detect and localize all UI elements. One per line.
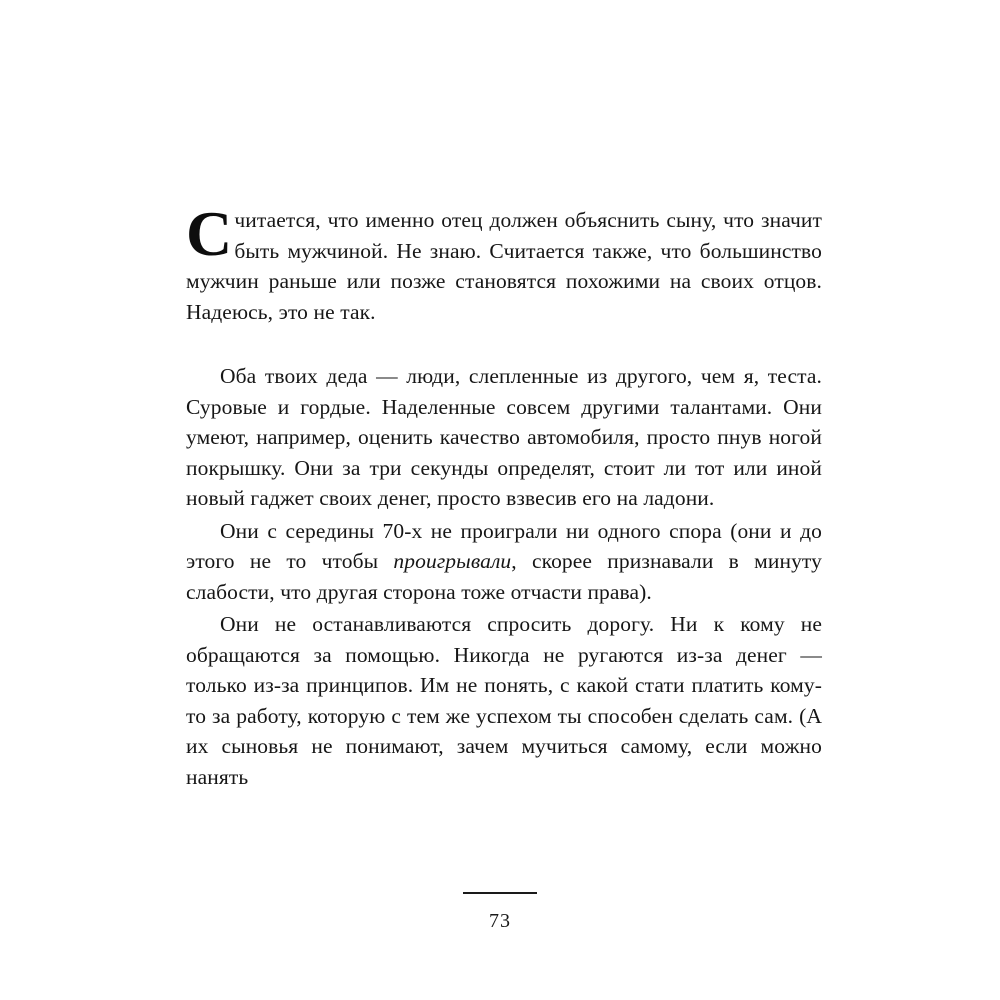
paragraph-3-italic-phrase: проигрывали bbox=[393, 549, 512, 573]
paragraph-3 bbox=[186, 516, 822, 608]
footer-divider bbox=[463, 892, 537, 894]
page-text-column bbox=[186, 198, 822, 792]
page-footer bbox=[0, 892, 1000, 933]
page-number: 73 bbox=[489, 910, 511, 932]
paragraph-2: Оба твоих деда — люди, слепленные из другого, чем я, теста. Суровые и гордые. Наделенные совсем другими талантами. Они умеют, например, оценить качество автомобиля, просто пнув ногой покрышку. Они за три секунды определят, стоит ли тот или иной новый гаджет своих денег, просто взвесив его на ладони. bbox=[186, 364, 822, 510]
paragraph-opening bbox=[186, 198, 822, 327]
paragraph-4: Они не останавливаются спросить дорогу. Ни к кому не обращаются за помощью. Никогда не ругаются из-за денег — только из-за принципов. Им не понять, с какой стати платить кому-то за работу, которую с тем же успехом ты способен сделать сам. (А их сыновья не понимают, зачем мучиться самому, если можно нанять bbox=[186, 612, 822, 789]
drop-cap-letter: С bbox=[186, 198, 233, 269]
paragraph-3-text-before-italic: Они с середины 70-х не проиграли ни одного спора (они и до этого не то чтобы bbox=[186, 518, 822, 573]
paragraph-opening-text: читается, что именно отец должен объяснить сыну, что значит быть мужчиной. Не знаю. Считается также, что большинство мужчин раньше или позже становятся похожими на своих отцов. Надеюсь, это не так. bbox=[186, 208, 822, 324]
paragraph-3-text-after-italic: , скорее признавали в минуту слабости, что другая сторона тоже отчасти права). bbox=[186, 549, 822, 604]
